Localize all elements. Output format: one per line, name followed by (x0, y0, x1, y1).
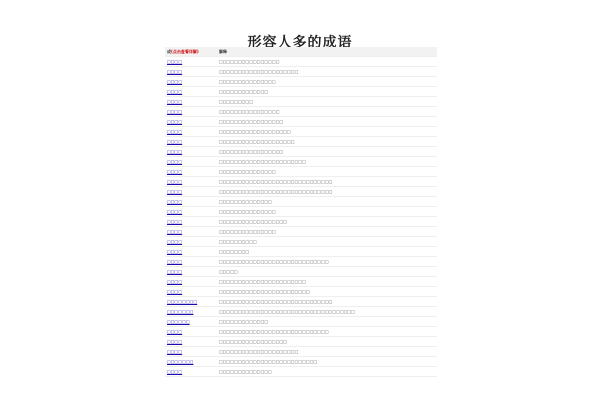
idiom-link[interactable]: □□□□ (167, 59, 183, 64)
meaning-cell: □□□□□□□□□□□□□□ (217, 197, 437, 207)
idiom-link[interactable]: □□□□□□□ (167, 309, 194, 314)
idiom-cell (165, 117, 217, 127)
meaning-cell: □□□□□□□□□□□□□□□□□□□□□□□□□□ (217, 357, 437, 367)
idiom-cell (165, 67, 217, 77)
idiom-link[interactable]: □□□□ (167, 259, 183, 264)
idiom-cell (165, 267, 217, 277)
idiom-cell (165, 247, 217, 257)
idiom-link[interactable]: □□□□ (167, 339, 183, 344)
meaning-cell: □□□□□□□□□□□□□ (217, 317, 437, 327)
idiom-link[interactable]: □□□□ (167, 129, 183, 134)
table-row (165, 337, 437, 347)
idiom-link[interactable]: □□□□ (167, 239, 183, 244)
table-row (165, 237, 437, 247)
idiom-cell (165, 137, 217, 147)
meaning-cell: □□□□□□□□□□□□□□□□□□□□□ (217, 347, 437, 357)
table-row (165, 107, 437, 117)
idiom-column-label: 成 (167, 49, 171, 54)
table-row (165, 207, 437, 217)
idiom-cell (165, 207, 217, 217)
idiom-link[interactable]: □□□□ (167, 119, 183, 124)
idiom-cell (165, 237, 217, 247)
meaning-cell: □□□□□□□□□□□□□□□□□□□□□□□□□□□□□ (217, 327, 437, 337)
table-header-row (165, 47, 437, 57)
idiom-link[interactable]: □□□□ (167, 139, 183, 144)
idiom-cell (165, 77, 217, 87)
meaning-cell: □□□□□□□□□□□□□□□ (217, 207, 437, 217)
idiom-link[interactable]: □□□□ (167, 329, 183, 334)
idiom-link[interactable]: □□□□ (167, 229, 183, 234)
idiom-cell (165, 107, 217, 117)
idiom-link[interactable]: □□□□ (167, 79, 183, 84)
table-row (165, 147, 437, 157)
meaning-cell: □□□□□□□□□□□□□□□□□□□□□□□□□□□□□ (217, 257, 437, 267)
idiom-cell (165, 157, 217, 167)
meaning-cell: □□□□□□□□□□□□□□□□□□ (217, 337, 437, 347)
idiom-link[interactable]: □□□□ (167, 249, 183, 254)
meaning-cell: □□□□□□□□□□□□□□□ (217, 227, 437, 237)
idiom-link[interactable]: □□□□ (167, 289, 183, 294)
meaning-cell: □□□□□□□□□ (217, 97, 437, 107)
idiom-cell (165, 347, 217, 357)
meaning-column-header: 解释 (217, 47, 437, 57)
table-row (165, 197, 437, 207)
idiom-cell (165, 357, 217, 367)
meaning-cell: □□□□□□□□□□□□□□□□□□□□ (217, 137, 437, 147)
meaning-cell: □□□□□□□□□□ (217, 237, 437, 247)
table-row (165, 77, 437, 87)
table-row (165, 357, 437, 367)
idiom-link[interactable]: □□□□□□□ (167, 359, 194, 364)
idiom-link[interactable]: □□□□ (167, 69, 183, 74)
table-row (165, 67, 437, 77)
table-row (165, 217, 437, 227)
idiom-table (165, 47, 437, 377)
idiom-link[interactable]: □□□□ (167, 349, 183, 354)
idiom-link[interactable]: □□□□ (167, 209, 183, 214)
idiom-cell (165, 337, 217, 347)
idiom-cell (165, 217, 217, 227)
idiom-cell (165, 57, 217, 67)
table-row (165, 117, 437, 127)
meaning-cell: □□□□□□□□□□□□□□□□ (217, 107, 437, 117)
table-row (165, 307, 437, 317)
table-row (165, 97, 437, 107)
idiom-cell (165, 297, 217, 307)
idiom-cell (165, 317, 217, 327)
table-row (165, 317, 437, 327)
table-row (165, 367, 437, 377)
meaning-cell: □□□□□□□□□□□□□□□□□□□□□□□□□□□□□□ (217, 297, 437, 307)
table-body (165, 57, 437, 377)
table-row (165, 227, 437, 237)
meaning-cell: □□□□□□□□□□□□□□□□□□□□□□□ (217, 157, 437, 167)
idiom-cell (165, 167, 217, 177)
table-row (165, 247, 437, 257)
idiom-column-header (165, 47, 217, 57)
meaning-cell: □□□□□□□□□□□□□□□ (217, 77, 437, 87)
idiom-link[interactable]: □□□□□□□□ (167, 299, 198, 304)
idiom-link[interactable]: □□□□ (167, 109, 183, 114)
table-row (165, 137, 437, 147)
idiom-link[interactable]: □□□□ (167, 369, 183, 374)
idiom-cell (165, 187, 217, 197)
meaning-cell: □□□□□□□□□□□□□□□□□□□ (217, 127, 437, 137)
idiom-column-note: (点击查看详解) (171, 49, 199, 54)
table-row (165, 167, 437, 177)
table-row (165, 327, 437, 337)
idiom-link[interactable]: □□□□ (167, 179, 183, 184)
idiom-link[interactable]: □□□□ (167, 149, 183, 154)
meaning-cell: □□□□□□□□□□□□□□□□□□□□□ (217, 67, 437, 77)
table-row (165, 187, 437, 197)
meaning-cell: □□□□□ (217, 267, 437, 277)
table-row (165, 287, 437, 297)
meaning-cell: □□□□□□□□ (217, 247, 437, 257)
table-row (165, 57, 437, 67)
meaning-cell: □□□□□□□□□□□□□□□ (217, 167, 437, 177)
meaning-cell: □□□□□□□□□□□□□□□□□□ (217, 217, 437, 227)
idiom-cell (165, 227, 217, 237)
idiom-cell (165, 87, 217, 97)
idiom-link[interactable]: □□□□ (167, 89, 183, 94)
meaning-cell: □□□□□□□□□□□□□□□□□ (217, 147, 437, 157)
meaning-cell: □□□□□□□□□□□□□ (217, 87, 437, 97)
idiom-link[interactable]: □□□□ (167, 159, 183, 164)
meaning-cell: □□□□□□□□□□□□□□ (217, 367, 437, 377)
idiom-link[interactable]: □□□□ (167, 169, 183, 174)
idiom-cell (165, 327, 217, 337)
table-row (165, 257, 437, 267)
idiom-cell (165, 277, 217, 287)
idiom-cell (165, 97, 217, 107)
idiom-link[interactable]: □□□□ (167, 99, 183, 104)
idiom-cell (165, 307, 217, 317)
idiom-cell (165, 257, 217, 267)
table-row (165, 347, 437, 357)
meaning-cell: □□□□□□□□□□□□□□□□ (217, 57, 437, 67)
table-row (165, 127, 437, 137)
meaning-cell: □□□□□□□□□□□□□□□□□□□□□□□□□□□□□□ (217, 177, 437, 187)
idiom-cell (165, 287, 217, 297)
idiom-link[interactable]: □□□□□□ (167, 319, 190, 324)
idiom-cell (165, 147, 217, 157)
meaning-cell: □□□□□□□□□□□□□□□□□□□□□□□□□□□□□□ (217, 187, 437, 197)
idiom-cell (165, 177, 217, 187)
meaning-cell: □□□□□□□□□□□□□□□□□□□□□□□□ (217, 287, 437, 297)
table-row (165, 87, 437, 97)
meaning-cell: □□□□□□□□□□□□□□□□□□□□□□□ (217, 277, 437, 287)
meaning-cell: □□□□□□□□□□□□□□□□□□□□□□□□□□□□□□□□□□□□ (217, 307, 437, 317)
meaning-cell: □□□□□□□□□□□□□□□□□ (217, 117, 437, 127)
idiom-link[interactable]: □□□□ (167, 199, 183, 204)
table-row (165, 177, 437, 187)
idiom-link[interactable]: □□□□ (167, 219, 183, 224)
idiom-cell (165, 127, 217, 137)
table-row (165, 297, 437, 307)
idiom-cell (165, 197, 217, 207)
idiom-cell (165, 367, 217, 377)
idiom-link[interactable]: □□□□ (167, 279, 183, 284)
idiom-link[interactable]: □□□□ (167, 269, 183, 274)
table-row (165, 277, 437, 287)
table-row (165, 267, 437, 277)
idiom-link[interactable]: □□□□ (167, 189, 183, 194)
table-row (165, 157, 437, 167)
page-title: 形容人多的成语 (247, 35, 353, 51)
